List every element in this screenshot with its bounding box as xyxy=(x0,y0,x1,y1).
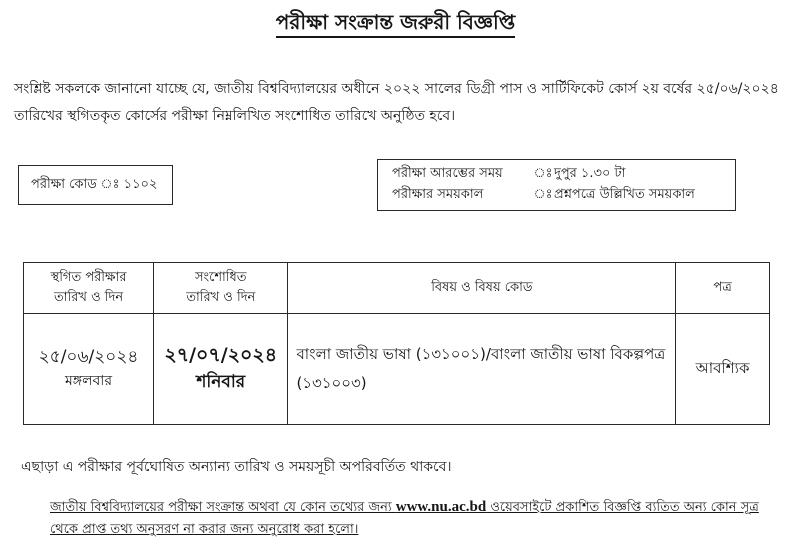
header-revised-line2: তারিখ ও দিন xyxy=(186,290,256,305)
duration-label: পরীক্ষার সময়কাল xyxy=(392,187,484,202)
table-row xyxy=(24,314,770,425)
header-postponed-line1: স্থগিত পরীক্ষার xyxy=(50,270,127,285)
cell-paper: আবশ্যিক xyxy=(676,314,770,425)
exam-schedule-table xyxy=(23,262,770,425)
start-time-row xyxy=(392,164,735,185)
start-time-value: দুপুর ১.৩০ টা xyxy=(554,166,626,181)
duration-separator: ঃ xyxy=(533,187,553,202)
notice-text-part1: জাতীয় বিশ্ববিদ্যালয়ের পরীক্ষা সংক্রান্ত অথবা যে কোন তথ্যের জন্য xyxy=(50,500,396,515)
header-postponed-line2: তারিখ ও দিন xyxy=(54,290,124,305)
website-link[interactable]: www.nu.ac.bd xyxy=(395,499,487,515)
unchanged-schedule-note: এছাড়া এ পরীক্ষার পূর্বঘোষিত অন্যান্য তারিখ ও সময়সূচী অপরিবর্তিত থাকবে। xyxy=(21,459,452,475)
page-title xyxy=(0,8,791,41)
postponed-day: মঙ্গলবার xyxy=(65,373,113,389)
title-text: পরীক্ষা সংক্রান্ত জরুরী বিজ্ঞপ্তি xyxy=(276,10,515,38)
start-time-label: পরীক্ষা আরম্ভের সময় xyxy=(392,166,503,181)
cell-postponed-date xyxy=(24,314,154,425)
cell-subject: বাংলা জাতীয় ভাষা (১৩১০০১)/বাংলা জাতীয় ভাষা বিকল্পপত্র (১৩১০০৩) xyxy=(288,314,676,425)
exam-time-box xyxy=(377,159,736,211)
header-revised-line1: সংশোধিত xyxy=(194,270,247,285)
exam-code-text: পরীক্ষা কোড ঃ ১১০২ xyxy=(31,176,158,192)
table-header-row xyxy=(24,263,770,314)
website-notice xyxy=(50,496,770,541)
header-revised-date xyxy=(154,263,288,314)
revised-day: শনিবার xyxy=(196,372,246,392)
exam-code-box xyxy=(18,165,173,205)
duration-value: প্রশ্নপত্রে উল্লিখিত সময়কাল xyxy=(554,187,695,202)
intro-paragraph: সংশ্লিষ্ট সকলকে জানানো যাচ্ছে যে, জাতীয় বিশ্ববিদ্যালয়ের অধীনে ২০২২ সালের ডিগ্রী পাস ও সার্টিফিকেট কোর্স ২য় বর্ষের ২৫/০৬/২০২৪ তারিখের স্থগিতকৃত কোর্সের পরীক্ষা নিম্নলিখিত সংশোধিত তারিখে অনুষ্ঠিত হবে। xyxy=(14,81,779,124)
cell-revised-date xyxy=(154,314,288,425)
notice-text-part2: ওয়েবসাইটে প্রকাশিত বিজ্ঞপ্তি ব্যতিত অন্য কোন সূত্র থেকে প্রাপ্ত তথ্য অনুসরণ না করার জন্য অনুরোধ করা হলো। xyxy=(50,500,759,537)
header-subject: বিষয় ও বিষয় কোড xyxy=(288,263,676,314)
revised-date: ২৭/০৭/২০২৪ xyxy=(164,344,278,366)
start-time-separator: ঃ xyxy=(533,166,553,181)
header-paper: পত্র xyxy=(676,263,770,314)
header-postponed-date xyxy=(24,263,154,314)
postponed-date: ২৫/০৬/২০২৪ xyxy=(38,347,139,367)
duration-row xyxy=(392,185,735,206)
